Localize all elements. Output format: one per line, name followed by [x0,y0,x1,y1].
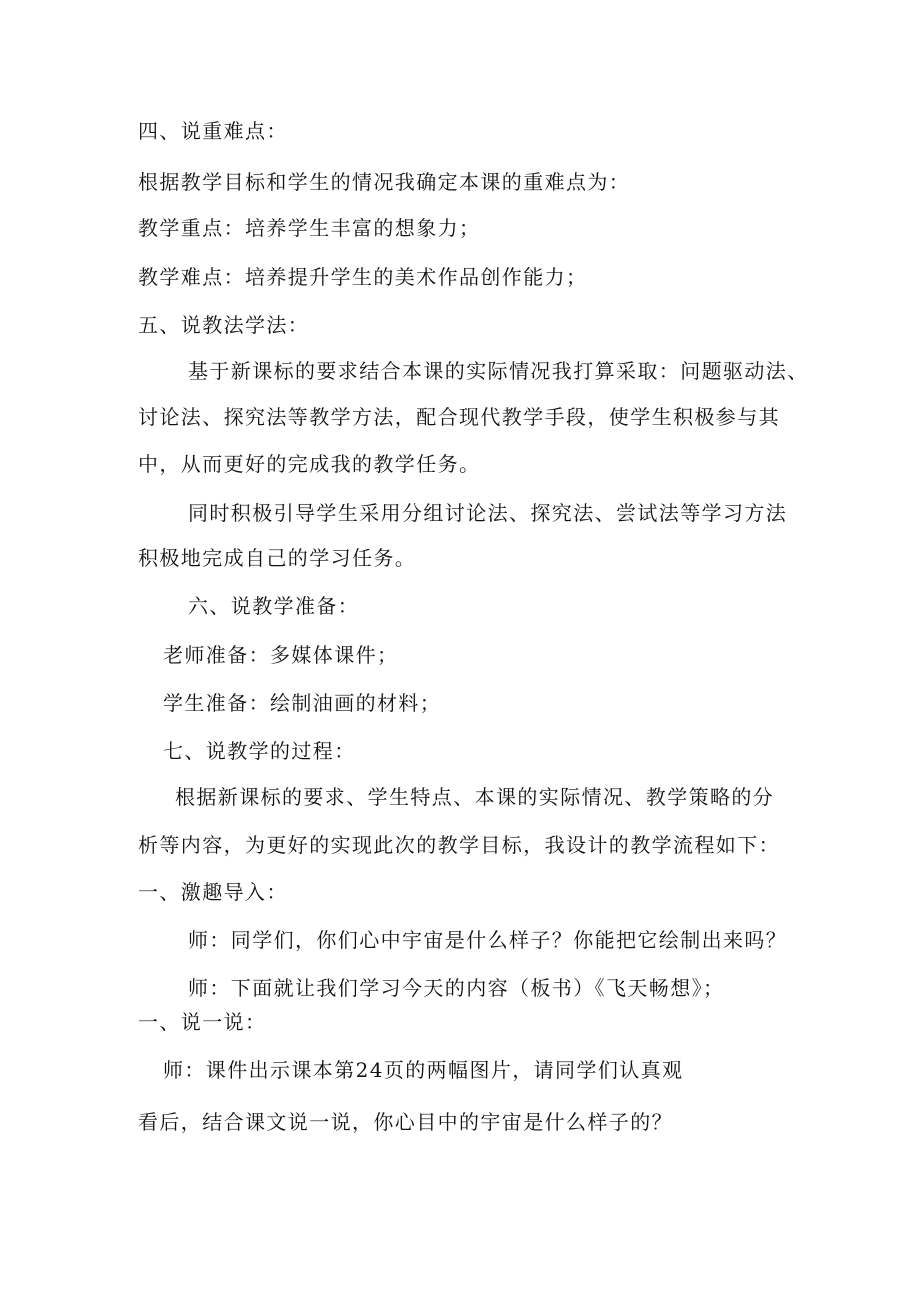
paragraph-line: 教学重点：培养学生丰富的想象力； [138,216,481,240]
paragraph-line: 看后，结合课文说一说，你心目中的宇宙是什么样子的？ [138,1110,673,1134]
heading-teaching-methods: 五、说教法学法： [138,313,310,337]
paragraph-line: 同时积极引导学生采用分组讨论法、探究法、尝试法等学习方法 [188,501,788,525]
heading-preparation: 六、说教学准备： [188,594,360,618]
paragraph-line: 积极地完成自己的学习任务。 [138,546,417,570]
heading-discussion: 一、说一说： [138,1010,267,1034]
paragraph-line: 教学难点：培养提升学生的美术作品创作能力； [138,265,588,289]
heading-key-difficulties: 四、说重难点： [138,119,288,143]
paragraph-line: 根据新课标的要求、学生特点、本课的实际情况、教学策略的分 [175,785,775,809]
heading-introduction: 一、激趣导入： [138,880,288,904]
paragraph-line: 师：下面就让我们学习今天的内容（板书）《飞天畅想》； [188,976,725,1000]
paragraph-line: 根据教学目标和学生的情况我确定本课的重难点为： [138,170,631,194]
paragraph-line: 学生准备：绘制油画的材料； [163,691,442,715]
paragraph-line: 讨论法、探究法等教学方法，配合现代教学手段，使学生积极参与其 [138,405,780,429]
paragraph-line: 老师准备：多媒体课件； [163,643,399,667]
paragraph-line: 中，从而更好的完成我的教学任务。 [138,452,481,476]
paragraph-line: 师：课件出示课本第24页的两幅图片，请同学们认真观 [163,1058,684,1082]
paragraph-line: 析等内容，为更好的实现此次的教学目标，我设计的教学流程如下： [138,833,780,857]
paragraph-line: 基于新课标的要求结合本课的实际情况我打算采取：问题驱动法、 [188,359,809,383]
heading-teaching-process: 七、说教学的过程： [163,739,356,763]
paragraph-line: 师：同学们，你们心中宇宙是什么样子？你能把它绘制出来吗？ [188,928,788,952]
